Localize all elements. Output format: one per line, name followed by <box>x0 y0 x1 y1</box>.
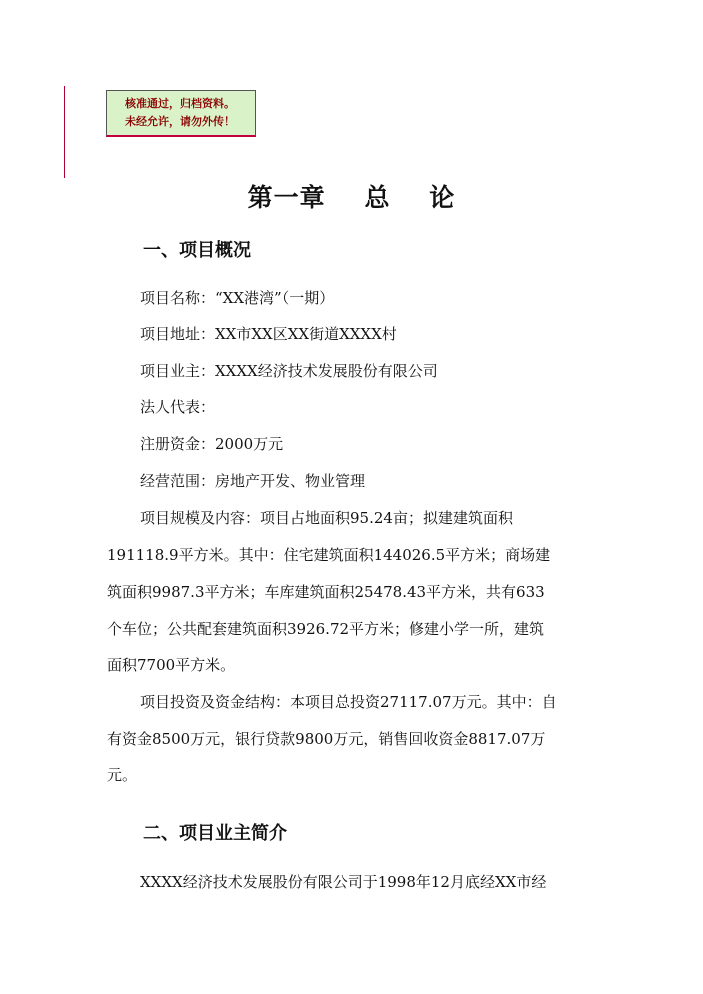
legal-representative: 法人代表： <box>140 398 216 416</box>
scale-line: 个车位；公共配套建筑面积3926.72平方米；修建小学一所，建筑 <box>107 620 545 638</box>
project-owner: 项目业主：XXXX经济技术发展股份有限公司 <box>140 362 438 380</box>
scale-line: 筑面积9987.3平方米；车库建筑面积25478.43平方米，共有633 <box>107 583 545 601</box>
chapter-title: 第一章 总 论 <box>247 183 456 212</box>
scale-line: 191118.9平方米。其中：住宅建筑面积144026.5平方米；商场建 <box>107 546 551 564</box>
registered-capital: 注册资金：2000万元 <box>140 435 284 453</box>
margin-line <box>64 86 65 178</box>
section-heading-owner-intro: 二、项目业主简介 <box>143 823 287 844</box>
owner-intro-line: XXXX经济技术发展股份有限公司于1998年12月底经XX市经 <box>140 873 547 891</box>
investment-line: 有资金8500万元，银行贷款9800万元，销售回收资金8817.07万 <box>107 730 546 748</box>
stamp-line-2: 未经允许，请勿外传！ <box>125 115 235 128</box>
scale-line: 面积7700平方米。 <box>107 656 236 674</box>
stamp-line-1: 核准通过，归档资料。 <box>125 97 235 110</box>
section-heading-overview: 一、项目概况 <box>143 240 251 261</box>
investment-line: 项目投资及资金结构：本项目总投资27117.07万元。其中：自 <box>140 693 557 711</box>
project-address: 项目地址：XX市XX区XX街道XXXX村 <box>140 325 397 343</box>
scale-line: 项目规模及内容：项目占地面积95.24亩；拟建建筑面积 <box>140 509 513 527</box>
business-scope: 经营范围：房地产开发、物业管理 <box>140 472 366 490</box>
project-name: 项目名称：“XX港湾”（一期） <box>140 289 335 307</box>
approval-stamp <box>106 90 256 137</box>
investment-line: 元。 <box>107 766 138 784</box>
